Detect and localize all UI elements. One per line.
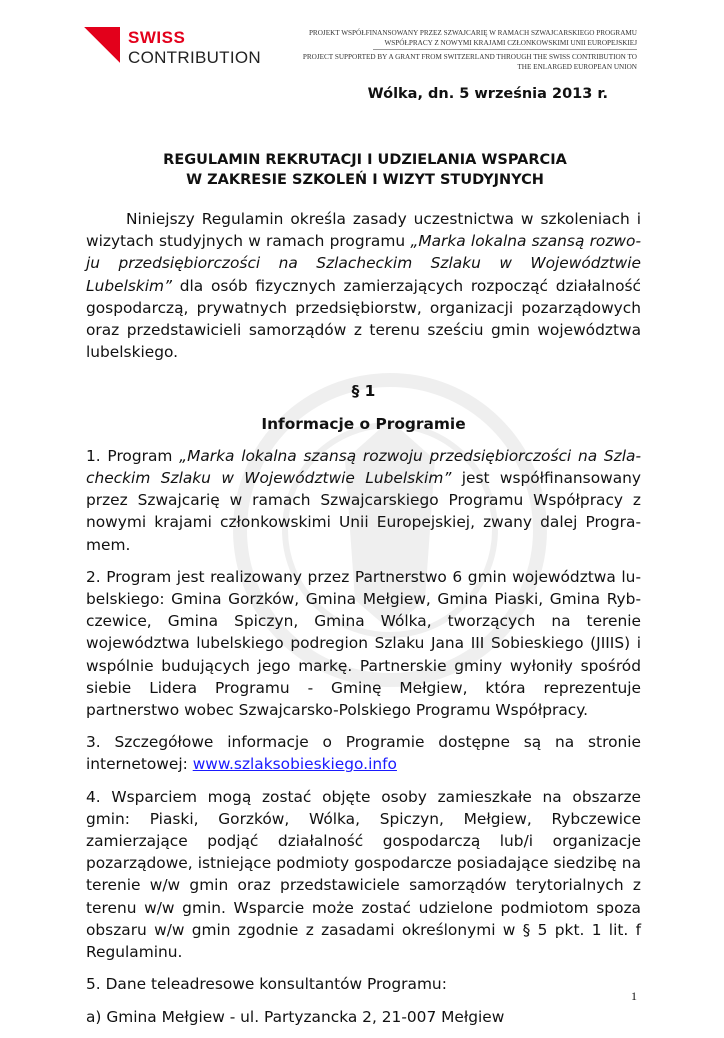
program-name: „Marka lokalna szansą rozwoju przedsiębiorczości na Szlacheckim Szlaku w Województwie Lubelskim”: [86, 446, 641, 488]
logo-line-swiss: SWISS: [128, 28, 186, 47]
program-name: „Marka lokalna szansą rozwoju przedsiębiorczości na Szlacheckim Szlaku w Województwie Lubelskim”: [86, 232, 641, 295]
point-5a: a) Gmina Mełgiew - ul. Partyzancka 2, 21-007 Mełgiew: [86, 1007, 505, 1026]
header-divider: [373, 49, 637, 50]
section-heading: Informacje o Programie: [261, 414, 466, 433]
page-number: 1: [631, 989, 637, 1003]
document-title: [100, 150, 630, 190]
title-line-1: REGULAMIN REKRUTACJI I UDZIELANIA WSPARCIA: [163, 152, 567, 168]
swiss-cross-icon: [84, 27, 120, 63]
website-link[interactable]: www.szlaksobieskiego.info: [192, 755, 397, 774]
project-note-polish: PROJEKT WSPÓŁFINANSOWANY PRZEZ SZWAJCARIĘ W RAMACH SZWAJCARSKIEGO PROGRAMU WSPÓŁPRACY Z NOWYMI KRAJAMI CZŁONKOWSKIMI UNII EUROPEJSKIEJ: [308, 29, 637, 47]
title-line-2: W ZAKRESIE SZKOLEŃ I WIZYT STUDYJNYCH: [186, 172, 544, 188]
point-3: 3. Szczegółowe informacje o Programie dostępne są na stronie internetowej: www.szlaksobieskiego.info: [86, 733, 641, 774]
document-date: Wólka, dn. 5 września 2013 r.: [367, 86, 608, 102]
point-2: 2. Program jest realizowany przez Partnerstwo 6 gmin województwa lubelskiego: Gmina Gorzków, Gmina Mełgiew, Gmina Piaski, Gmina Rybczewice, Gmina Spiczyn, Gmina Wólka, tworzących na terenie województwa lubelskiego podregion Szlaku Jana III Sobieskiego (JIIIS) i wspólnie budujących jego markę. Partnerskie gminy wyłoniły spośród siebie Lidera Programu - Gminę Mełgiew, która reprezentuje partnerstwo wobec Szwajcarsko-Polskiego Programu Współpracy.: [86, 567, 641, 720]
point-1: 1. Program „Marka lokalna szansą rozwoju przedsiębiorczości na Szlacheckim Szlaku w Województwie Lubelskim” jest współfinansowany przez Szwajcarię w ramach Szwajcarskiego Programu Współpracy z nowymi krajami członkowskimi Unii Europejskiej, zwany dalej Programem.: [86, 446, 642, 554]
point-4: 4. Wsparciem mogą zostać objęte osoby zamieszkałe na obszarze gmin: Piaski, Gorzków, Wólka, Spiczyn, Mełgiew, Rybczewice zamierzające podjąć działalność gospodarczą lub/i organizacje pozarządowe, istniejące podmioty gospodarcze posiadające siedzibę na terenie w/w gmin oraz przedstawiciele samorządów terytorialnych z terenu w/w gmin. Wsparcie może zostać udzielone podmiotom spoza obszaru w/w gmin zgodnie z zasadami określonymi w § 5 pkt. 1 lit. f Regulaminu.: [86, 787, 641, 962]
section-symbol: § 1: [351, 382, 376, 401]
project-note-english: PROJECT SUPPORTED BY A GRANT FROM SWITZERLAND THROUGH THE SWISS CONTRIBUTION TO THE ENLARGED EUROPEAN UNION: [302, 53, 637, 71]
logo-line-contribution: CONTRIBUTION: [128, 48, 261, 67]
document-body: [86, 208, 641, 1038]
point-5: 5. Dane teleadresowe konsultantów Programu:: [86, 975, 447, 994]
intro-paragraph: Niniejszy Regulamin określa zasady uczestnictwa w szkoleniach i wizytach studyjnych w ramach programu „Marka lokalna szansą rozwoju przedsiębiorczości na Szlacheckim Szlaku w Województwie Lubelskim” dla osób fizycznych zamierzających rozpocząć działalność gospodarczą, prywatnych przedsiębiorstw, organizacji pozarządowych oraz przedstawicieli samorządów z terenu sześciu gmin województwa lubelskiego.: [86, 210, 641, 362]
